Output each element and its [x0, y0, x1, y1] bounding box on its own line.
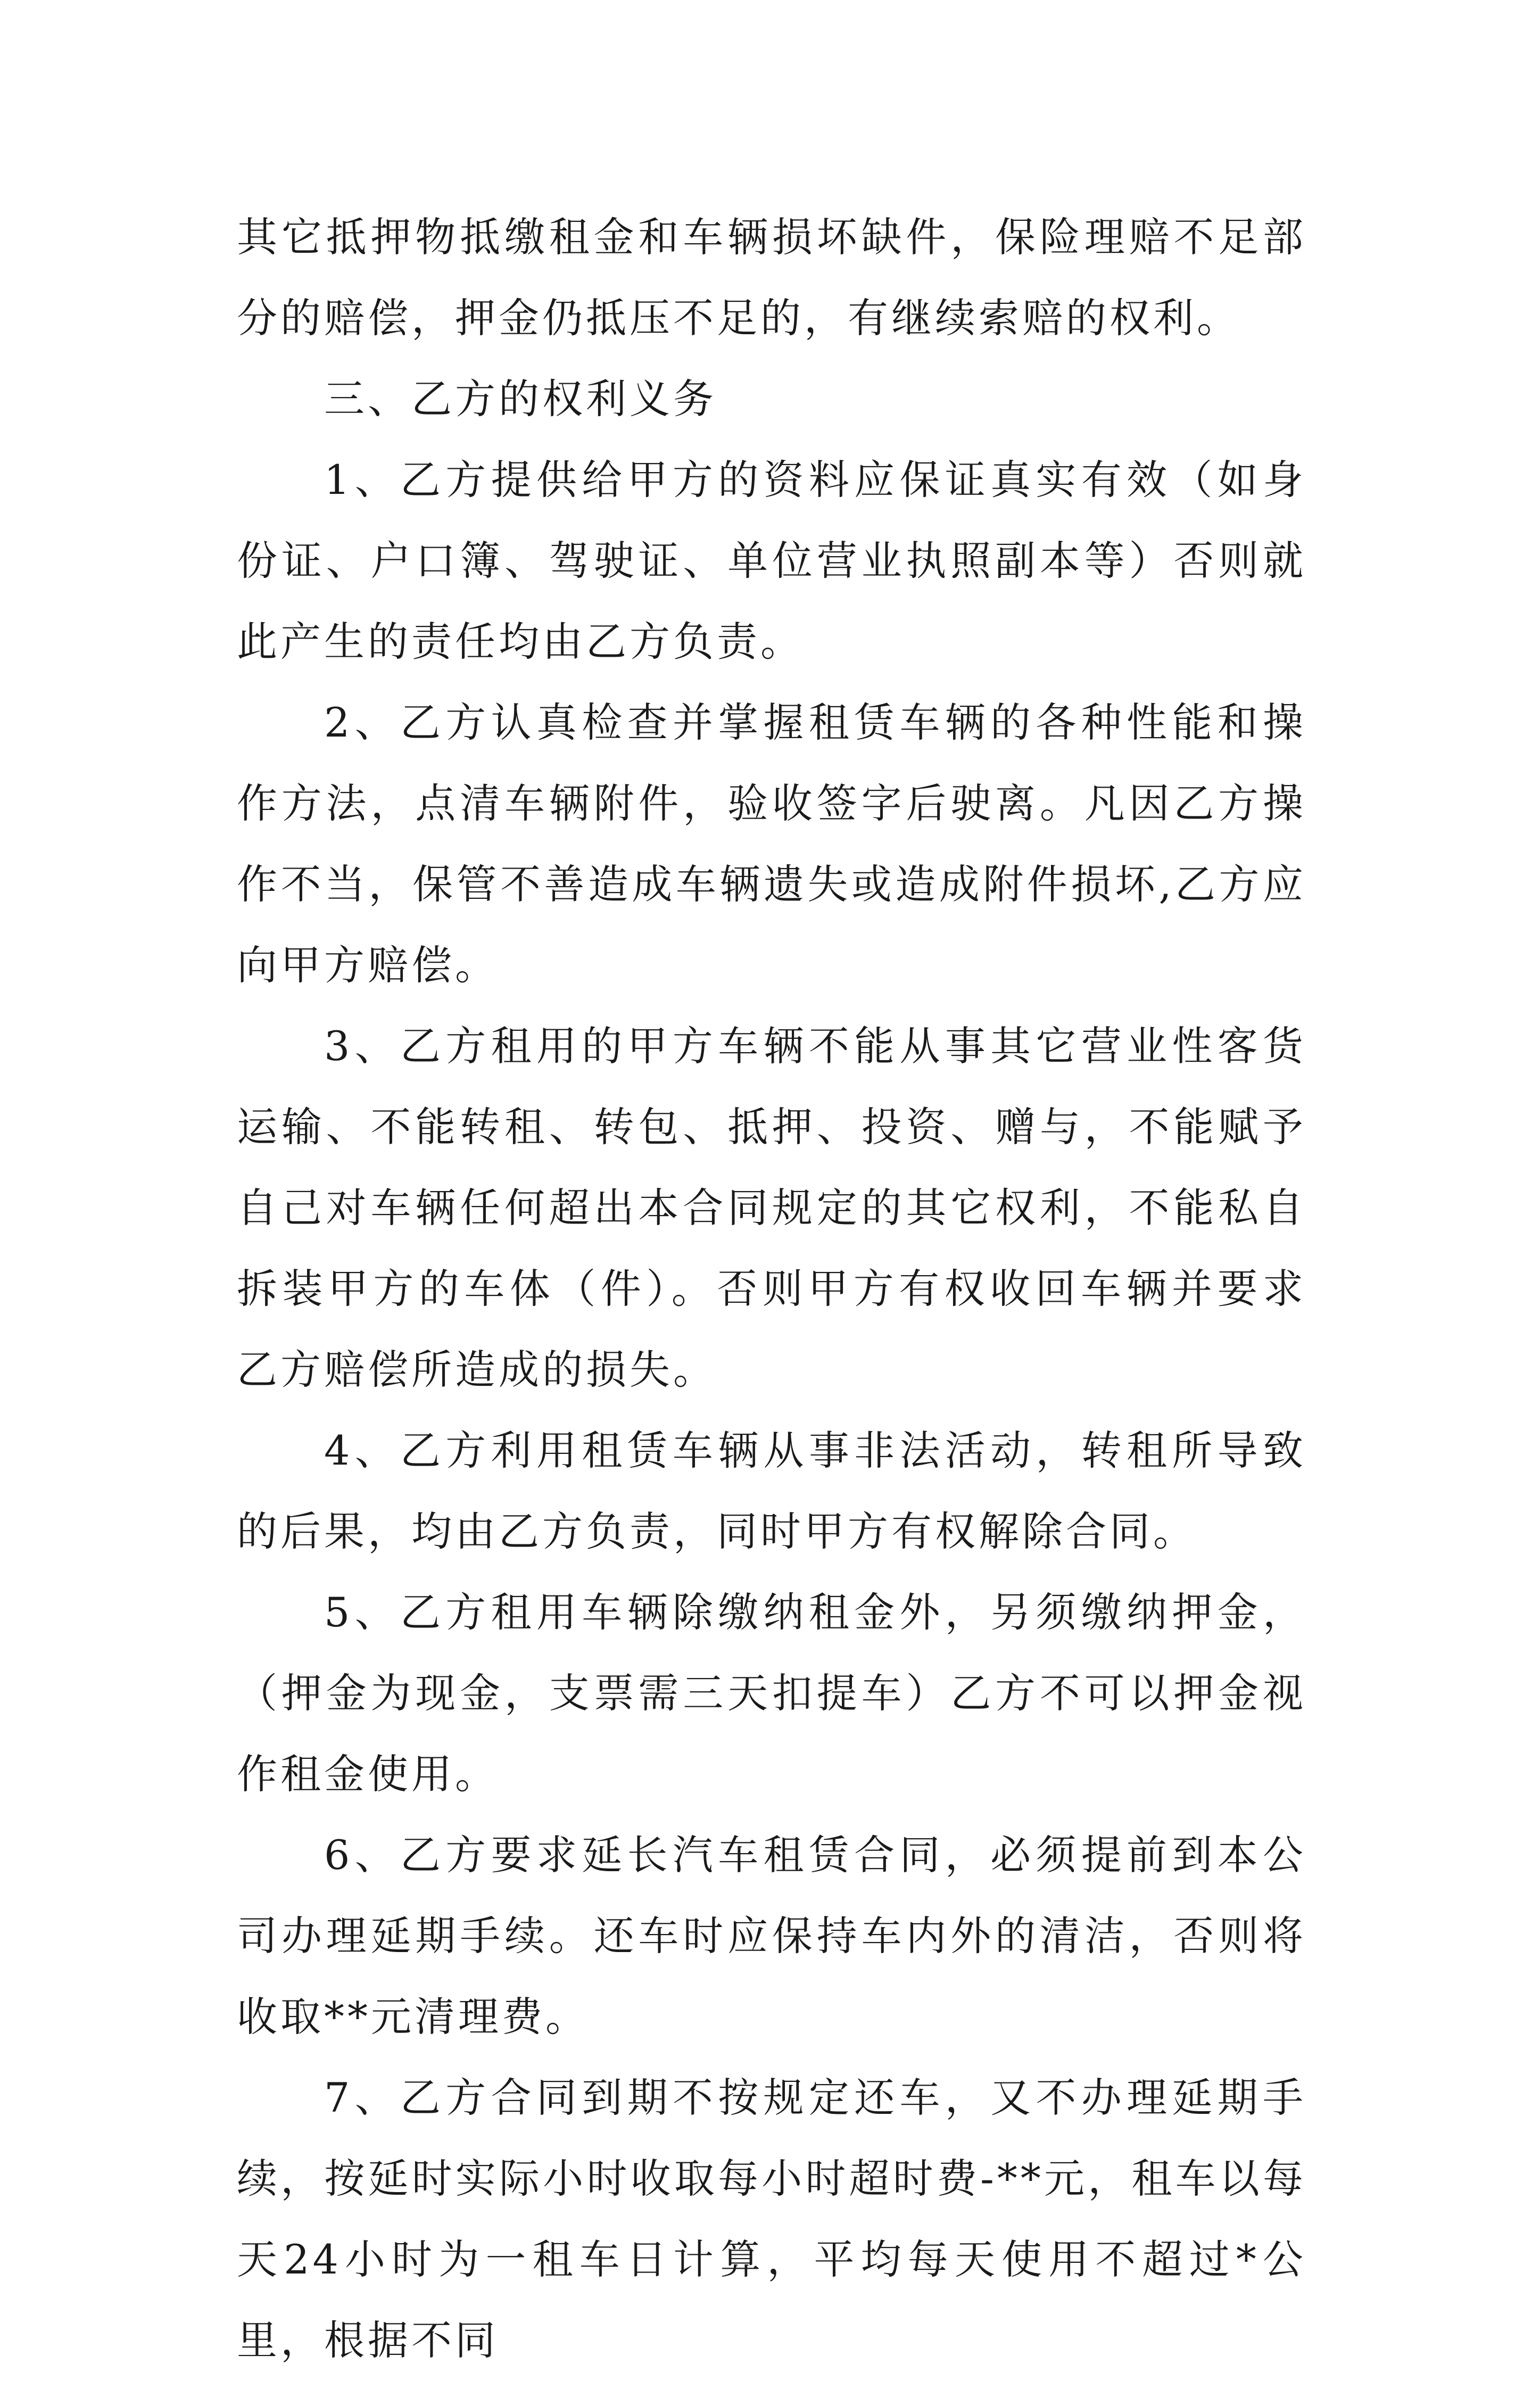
document-body [237, 197, 1306, 2381]
clause-5: 5、乙方租用车辆除缴纳租金外，另须缴纳押金，（押金为现金，支票需三天扣提车）乙方不可以押金视作租金使用。 [237, 1589, 1306, 1798]
clause-1: 1、乙方提供给甲方的资料应保证真实有效（如身份证、户口簿、驾驶证、单位营业执照副本等）否则就此产生的责任均由乙方负责。 [237, 456, 1306, 665]
clause-7: 7、乙方合同到期不按规定还车，又不办理延期手续，按延时实际小时收取每小时超时费-**元，租车以每天24小时为一租车日计算，平均每天使用不超过*公里，根据不同 [237, 2074, 1306, 2364]
clause-3: 3、乙方租用的甲方车辆不能从事其它营业性客货运输、不能转租、转包、抵押、投资、赠与，不能赋予自己对车辆任何超出本合同规定的其它权利，不能私自拆装甲方的车体（件）。否则甲方有权收回车辆并要求乙方赔偿所造成的损失。 [237, 1022, 1306, 1393]
clause-2: 2、乙方认真检查并掌握租赁车辆的各种性能和操作方法，点清车辆附件，验收签字后驶离。凡因乙方操作不当，保管不善造成车辆遗失或造成附件损坏,乙方应向甲方赔偿。 [237, 699, 1306, 989]
clause-4: 4、乙方利用租赁车辆从事非法活动，转租所导致的后果，均由乙方负责，同时甲方有权解除合同。 [237, 1427, 1306, 1555]
section-heading-party-b-rights: 三、乙方的权利义务 [324, 375, 717, 423]
paragraph-continuation: 其它抵押物抵缴租金和车辆损坏缺件，保险理赔不足部分的赔偿，押金仍抵压不足的，有继续索赔的权利。 [237, 213, 1306, 342]
clause-6: 6、乙方要求延长汽车租赁合同，必须提前到本公司办理延期手续。还车时应保持车内外的清洁，否则将收取**元清理费。 [237, 1831, 1306, 2040]
